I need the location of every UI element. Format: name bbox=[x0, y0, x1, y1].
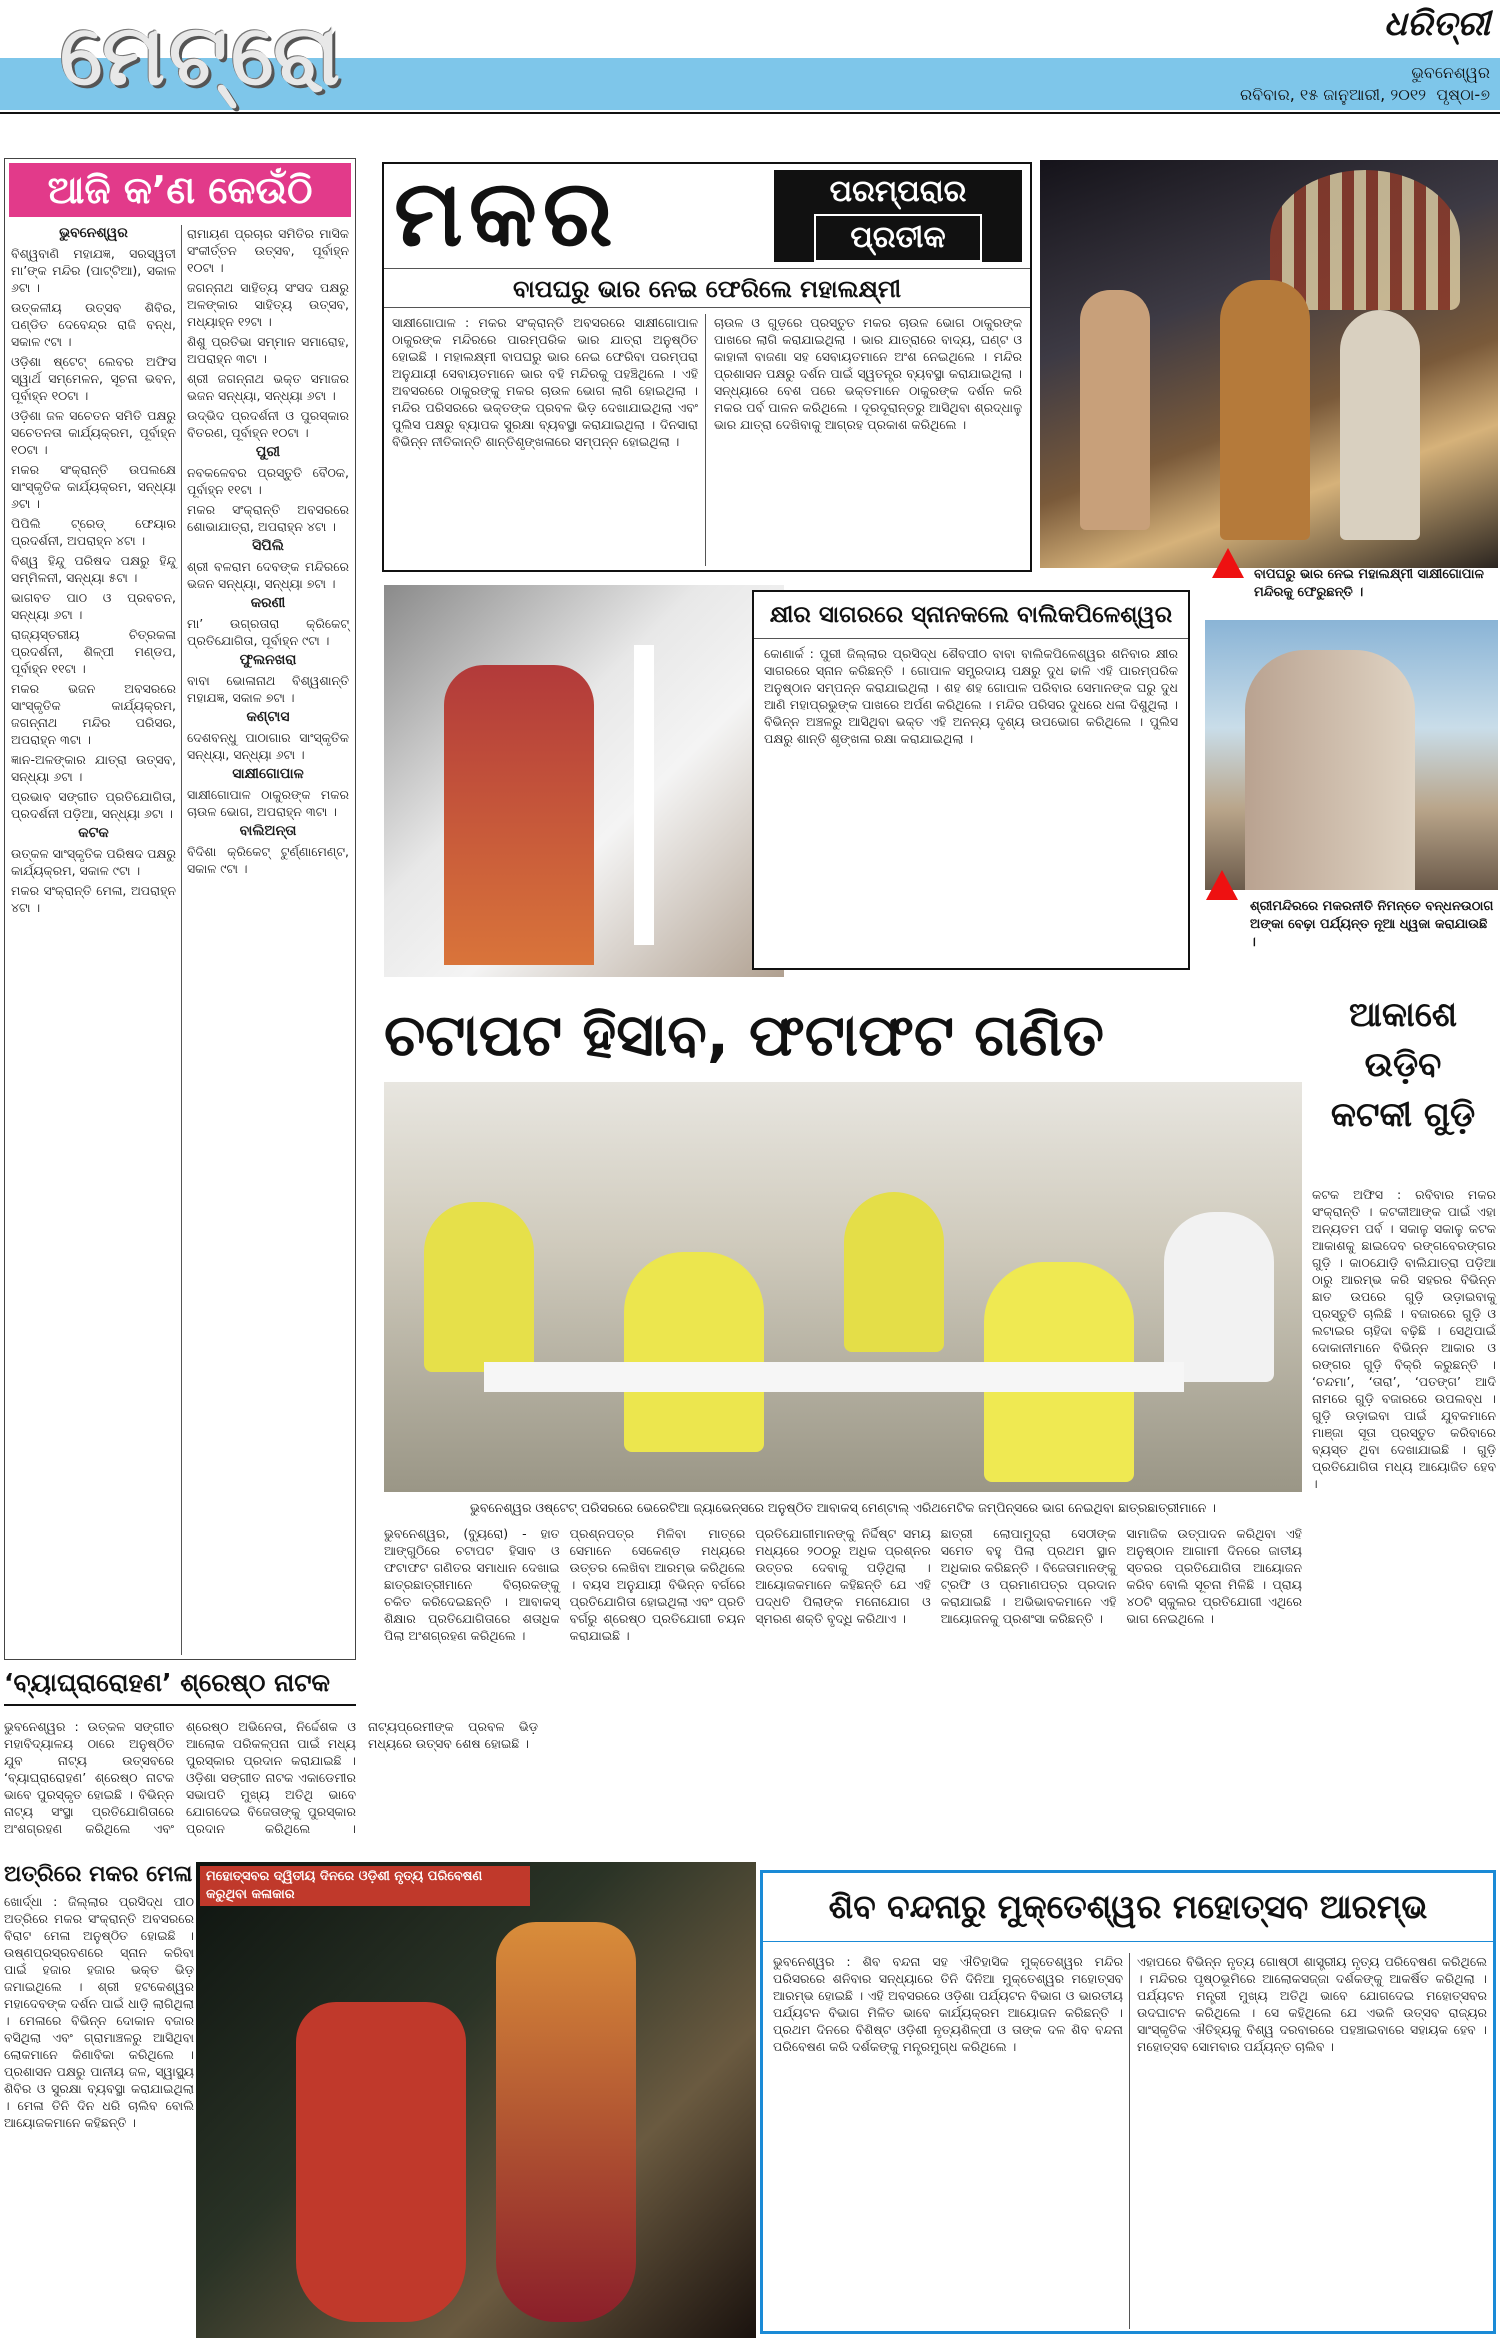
math-text-col: ଛାତ୍ରୀ ଲୋପାମୁଦ୍ରା ସେଠୀଙ୍କ ସମେତ ବହୁ ପିଲା ପ୍ରଥମ ସ୍ଥାନ ଅଧିକାର କରିଛନ୍ତି । ବିଜେତାମାନଙ୍କୁ ଟ୍ରଫି ଓ ପ୍ରମାଣପତ୍ର ପ୍ରଦାନ କରାଯାଇଛି । ଅଭିଭାବକମାନେ ଏହି ଆୟୋଜନକୁ ପ୍ରଶଂସା କରିଛନ୍ତି । bbox=[940, 1526, 1117, 1626]
kite-headline-line: ଉଡ଼ିବ bbox=[1364, 1045, 1442, 1085]
math-photo bbox=[384, 1082, 1302, 1492]
event-item: ଉତ୍କଳ ସାଂସ୍କୃତିକ ପରିଷଦ ପକ୍ଷରୁ କାର୍ଯ୍ୟକ୍ରମ, ସକାଳ ୯ଟା । bbox=[11, 846, 176, 878]
event-item: ଓଡ଼ିଶା ଷ୍ଟେଟ୍ ଲେବର ଅଫିସ ସ୍ୱାର୍ଥ ସମ୍ମେଳନ, ସୂଚନା ଭବନ, ପୂର୍ବାହ୍ନ ୧୦ଟା । bbox=[11, 354, 176, 403]
event-location: ସାକ୍ଷୀଗୋପାଳ bbox=[232, 766, 304, 782]
masthead-rule bbox=[0, 112, 1500, 114]
math-caption: ଭୁବନେଶ୍ୱର ଓଷ୍ଟେଟ୍ ପରିସରରେ ଭେରେଟିଆ ଜ୍ୟାଭେନ୍ସରେ ଅନୁଷ୍ଠିତ ଆବାକସ୍ ମେଣ୍ଟାଲ୍ ଏରିଥମେଟିକ ଜମ୍ପିନ୍‌ସରେ ଭାଗ ନେଇଥିବା ଛାତ୍ରଛାତ୍ରୀମାନେ । bbox=[470, 1500, 1216, 1515]
dateline-date: ରବିବାର, ୧୫ ଜାନୁଆରୀ, ୨୦୧୨ bbox=[1239, 85, 1427, 104]
makar-text-2: ଚାଉଳ ଓ ଗୁଡ଼ରେ ପ୍ରସ୍ତୁତ ମକର ଚାଉଳ ଭୋଗ ଠାକୁରଙ୍କ ପାଖରେ ଲାଗି କରାଯାଇଥିଲା । ଭାର ଯାତ୍ରାରେ ବାଦ୍ୟ, ଘଣ୍ଟ ଓ କାହାଳୀ ବାଜଣା ସହ ସେବାୟତମାନେ ଅଂଶ ନେଇଥିଲେ । ମନ୍ଦିର ପ୍ରଶାସନ ପକ୍ଷରୁ ଦର୍ଶନ ପାଇଁ ସ୍ୱତନ୍ତ୍ର ବ୍ୟବସ୍ଥା କରାଯାଇଥିଲା । ସନ୍ଧ୍ୟାରେ ବେଶ ପରେ ଭକ୍ତମାନେ ଠାକୁରଙ୍କ ଦର୍ଶନ କରି ମକର ପର୍ବ ପାଳନ କରିଥିଲେ । ଦୂରଦୂରାନ୍ତରୁ ଆସିଥିବା ଶ୍ରଦ୍ଧାଳୁ ଭାର ଯାତ୍ରା ଦେଖିବାକୁ ଆଗ୍ରହ ପ୍ରକାଶ କରିଥିଲେ । bbox=[714, 315, 1022, 432]
student-image bbox=[424, 1202, 534, 1372]
math-text-col: ସାମାଜିକ ଉତ୍ପାଦନ କରିଥିବା ଏହି ଅନୁଷ୍ଠାନ ଆଗାମୀ ଦିନରେ ଜାତୀୟ ସ୍ତରର ପ୍ରତିଯୋଗିତା ଆୟୋଜନ କରିବ ବୋଲି ସୂଚନା ମିଳିଛି । ପ୍ରାୟ ୪୦ଟି ସ୍କୁଲର ପ୍ରତିଯୋଗୀ ଏଥିରେ ଭାଗ ନେଇଥିଲେ । bbox=[1126, 1526, 1302, 1626]
event-item: ବାବା ଭୋଳାନାଥ ବିଶ୍ୱଶାନ୍ତି ମହାଯଜ୍ଞ, ସକାଳ ୭ଟା । bbox=[187, 673, 349, 705]
dateline bbox=[1100, 62, 1490, 108]
event-item: ମକର ସଂକ୍ରାନ୍ତି ଉପଲକ୍ଷେ ସାଂସ୍କୃତିକ କାର୍ଯ୍ୟକ୍ରମ, ସନ୍ଧ୍ୟା ୬ଟା । bbox=[11, 462, 176, 511]
mela-text: ଖୋର୍ଦ୍ଧା : ଜିଲ୍ଲାର ପ୍ରସିଦ୍ଧ ପୀଠ ଅତ୍ରିରେ ମକର ସଂକ୍ରାନ୍ତି ଅବସରରେ ବିରାଟ ମେଳା ଅନୁଷ୍ଠିତ ହୋଇଛି । ଉଷ୍ଣପ୍ରସ୍ରବଣରେ ସ୍ନାନ କରିବା ପାଇଁ ହଜାର ହଜାର ଭକ୍ତ ଭିଡ଼ ଜମାଇଥିଲେ । ଶ୍ରୀ ହଟକେଶ୍ୱର ମହାଦେବଙ୍କ ଦର୍ଶନ ପାଇଁ ଧାଡ଼ି ଲାଗିଥିଲା । ମେଳାରେ ବିଭିନ୍ନ ଦୋକାନ ବଜାର ବସିଥିଲା ଏବଂ ଗ୍ରାମାଞ୍ଚଳରୁ ଆସିଥିବା ଲୋକମାନେ କିଣାବିକା କରିଥିଲେ । ପ୍ରଶାସନ ପକ୍ଷରୁ ପାନୀୟ ଜଳ, ସ୍ୱାସ୍ଥ୍ୟ ଶିବିର ଓ ସୁରକ୍ଷା ବ୍ୟବସ୍ଥା କରାଯାଇଥିଲା । ମେଳା ତିନି ଦିନ ଧରି ଚାଲିବ ବୋଲି ଆୟୋଜକମାନେ କହିଛନ୍ତି । bbox=[4, 1894, 194, 2130]
caption-arrow-icon bbox=[1206, 870, 1238, 900]
event-item: ଜଗନ୍ନାଥ ସାହିତ୍ୟ ସଂସଦ ପକ୍ଷରୁ ଅଳଙ୍କାର ସାହିତ୍ୟ ଉତ୍ସବ, ମଧ୍ୟାହ୍ନ ୧୨ଟା । bbox=[187, 280, 349, 329]
event-item: ବିଶ୍ୱବାଣି ମହାଯଜ୍ଞ, ସରସ୍ୱତୀ ମା’ଙ୍କ ମନ୍ଦିର (ପାଟ୍ଟିଆ), ସକାଳ ୬ଟା । bbox=[11, 246, 176, 295]
student-image bbox=[624, 1252, 764, 1452]
dateline-city: ଭୁବନେଶ୍ୱର bbox=[1411, 63, 1490, 82]
kshira-caption: ଶ୍ରୀମନ୍ଦିରରେ ମକରନୀତି ନିମନ୍ତେ ବନ୍ଧନଉଠାଗ ଅଙ୍କା ବେଢ଼ା ପର୍ଯ୍ୟନ୍ତ ନୂଆ ଧ୍ୱଜା କରାଯାଉଛି । bbox=[1250, 899, 1494, 950]
event-item: ଶ୍ରୀ ବଳରାମ ଦେବଙ୍କ ମନ୍ଦିରରେ ଭଜନ ସନ୍ଧ୍ୟା, ସନ୍ଧ୍ୟା ୭ଟା । bbox=[187, 559, 349, 591]
kite-headline-line: କଟକୀ ଗୁଡ଼ି bbox=[1330, 1095, 1476, 1135]
kite-headline-line: ଆକାଶେ bbox=[1348, 995, 1458, 1035]
column-divider bbox=[1129, 1953, 1130, 2329]
event-location: କଣ୍ଟାସ bbox=[246, 709, 290, 725]
makar-tag-top: ପରମ୍ପରାର bbox=[829, 174, 967, 209]
natak-text: ଭୁବନେଶ୍ୱର : ଉତ୍କଳ ସଙ୍ଗୀତ ମହାବିଦ୍ୟାଳୟ ଠାରେ ଅନୁଷ୍ଠିତ ଯୁବ ନାଟ୍ୟ ଉତ୍ସବରେ ‘ବ୍ୟାଘ୍ରାରୋହଣ’ ଶ୍ରେଷ୍ଠ ନାଟକ ଭାବେ ପୁରସ୍କୃତ ହୋଇଛି । ବିଭିନ୍ନ ନାଟ୍ୟ ସଂସ୍ଥା ପ୍ରତିଯୋଗିତାରେ ଅଂଶଗ୍ରହଣ କରିଥିଲେ ଏବଂ ଶ୍ରେଷ୍ଠ ଅଭିନେତା, ନିର୍ଦ୍ଦେଶକ ଓ ଆଲୋକ ପରିକଳ୍ପନା ପାଇଁ ମଧ୍ୟ ପୁରସ୍କାର ପ୍ରଦାନ କରାଯାଇଛି । ଓଡ଼ିଶା ସଙ୍ଗୀତ ନାଟକ ଏକାଡେମୀର ସଭାପତି ମୁଖ୍ୟ ଅତିଥି ଭାବେ ଯୋଗଦେଇ ବିଜେତାଙ୍କୁ ପୁରସ୍କାର ପ୍ରଦାନ କରିଥିଲେ । ନାଟ୍ୟପ୍ରେମୀଙ୍କ ପ୍ରବଳ ଭିଡ଼ ମଧ୍ୟରେ ଉତ୍ସବ ଶେଷ ହୋଇଛି । bbox=[4, 1719, 538, 1836]
makar-headline: ମକର bbox=[394, 160, 619, 267]
event-item: ଭାଗବତ ପାଠ ଓ ପ୍ରବଚନ, ସନ୍ଧ୍ୟା ୬ଟା । bbox=[11, 590, 176, 622]
event-item: ମକର ସଂକ୍ରାନ୍ତି ମେଳା, ଅପରାହ୍ନ ୪ଟା । bbox=[11, 883, 176, 915]
makar-photo bbox=[1040, 160, 1498, 568]
student-image bbox=[1164, 1212, 1274, 1382]
newspaper-logo: ଧରିତ୍ରୀ bbox=[1383, 4, 1490, 44]
shiva-article bbox=[760, 1870, 1496, 2334]
makar-caption: ବାପଘରୁ ଭାର ନେଇ ମହାଲକ୍ଷ୍ମୀ ସାକ୍ଷୀଗୋପାଳ ମନ୍ଦିରକୁ ଫେରୁଛନ୍ତି । bbox=[1254, 567, 1484, 600]
person-image bbox=[1220, 280, 1310, 540]
event-item: ରାଜ୍ୟସ୍ତରୀୟ ଚିତ୍ରକଳା ପ୍ରଦର୍ଶନୀ, ଶିଳ୍ପୀ ମଣ୍ଡପ, ପୂର୍ବାହ୍ନ ୧୧ଟା । bbox=[11, 627, 176, 676]
event-item: ଶ୍ରୀ ଜଗନ୍ନାଥ ଭକ୍ତ ସମାଜର ଭଜନ ସନ୍ଧ୍ୟା, ସନ୍ଧ୍ୟା ୬ଟା । bbox=[187, 371, 349, 403]
math-headline: ଚଟାପଟ ହିସାବ, ଫଟାଫଟ ଗଣିତ bbox=[384, 1001, 1104, 1069]
column-divider bbox=[705, 314, 706, 566]
event-location: ବାଲିଅନ୍ତା bbox=[239, 823, 297, 839]
kite-text: କଟକ ଅଫିସ : ରବିବାର ମକର ସଂକ୍ରାନ୍ତି । କଟକୀଆଙ୍କ ପାଇଁ ଏହା ଅନ୍ୟତମ ପର୍ବ । ସକାଳୁ ସକାଳୁ କଟକ ଆକାଶକୁ ଛାଇଦେବ ରଙ୍ଗବେରଙ୍ଗର ଗୁଡ଼ି । କାଠଯୋଡ଼ି ବାଲିଯାତ୍ରା ପଡ଼ିଆ ଠାରୁ ଆରମ୍ଭ କରି ସହରର ବିଭିନ୍ନ ଛାତ ଉପରେ ଗୁଡ଼ି ଉଡ଼ାଇବାକୁ ପ୍ରସ୍ତୁତି ଚାଲିଛି । ବଜାରରେ ଗୁଡ଼ି ଓ ଲଟାଇର ଚାହିଦା ବଢ଼ିଛି । ସେଥିପାଇଁ ଦୋକାନୀମାନେ ବିଭିନ୍ନ ଆକାର ଓ ରଙ୍ଗର ଗୁଡ଼ି ବିକ୍ରି କରୁଛନ୍ତି । ‘ଚନ୍ଦମା’, ‘ତାରା’, ‘ପତଙ୍ଗ’ ଆଦି ନାମରେ ଗୁଡ଼ି ବଜାରରେ ଉପଲବ୍ଧ । ଗୁଡ଼ି ଉଡ଼ାଇବା ପାଇଁ ଯୁବକମାନେ ମାଞ୍ଜା ସୂତା ପ୍ରସ୍ତୁତ କରିବାରେ ବ୍ୟସ୍ତ ଥିବା ଦେଖାଯାଇଛି । ଗୁଡ଼ି ପ୍ରତିଯୋଗିତା ମଧ୍ୟ ଆୟୋଜିତ ହେବ । bbox=[1312, 1187, 1496, 1491]
event-location: ଭୁବନେଶ୍ୱର bbox=[59, 225, 128, 241]
math-text-col: ଭୁବନେଶ୍ୱର, (ବ୍ୟୁରୋ) - ହାତ ଆଙ୍ଗୁଠିରେ ଚଟାପଟ ହିସାବ ଓ ଫଟାଫଟ ଗଣିତର ସମାଧାନ ଦେଖାଇ ଛାତ୍ରଛାତ୍ରୀମାନେ ବିଚାରକଙ୍କୁ ଚକିତ କରିଦେଇଛନ୍ତି । ଆବାକସ୍ ଶିକ୍ଷାର ପ୍ରତିଯୋଗିତାରେ ଶତାଧିକ ପିଲା ଅଂଶଗ୍ରହଣ କରିଥିଲେ । bbox=[384, 1526, 560, 1643]
event-item: ମକର ସଂକ୍ରାନ୍ତି ଅବସରରେ ଶୋଭାଯାତ୍ରା, ଅପରାହ୍ନ ୪ଟା । bbox=[187, 502, 349, 534]
caption-arrow-icon bbox=[1212, 548, 1244, 578]
event-item: ମକର ଭଜନ ଅବସରରେ ସାଂସ୍କୃତିକ କାର୍ଯ୍ୟକ୍ରମ, ଜଗନ୍ନାଥ ମନ୍ଦିର ପରିସର, ଅପରାହ୍ନ ୩ଟା । bbox=[11, 681, 176, 747]
milk-stream-image bbox=[634, 645, 654, 945]
math-text bbox=[384, 1525, 1302, 1775]
events-column-1 bbox=[11, 225, 176, 1655]
shiva-text-1: ଭୁବନେଶ୍ୱର : ଶିବ ବନ୍ଦନା ସହ ଐତିହାସିକ ମୁକ୍ତେଶ୍ୱର ମନ୍ଦିର ପରିସରରେ ଶନିବାର ସନ୍ଧ୍ୟାରେ ତିନି ଦିନିଆ ମୁକ୍ତେଶ୍ୱର ମହୋତ୍ସବ ଆରମ୍ଭ ହୋଇଛି । ଏହି ଅବସରରେ ଓଡ଼ିଶା ପର୍ଯ୍ୟଟନ ବିଭାଗ ଓ ଭାରତୀୟ ପର୍ଯ୍ୟଟନ ବିଭାଗ ମିଳିତ ଭାବେ କାର୍ଯ୍ୟକ୍ରମ ଆୟୋଜନ କରିଛନ୍ତି । ପ୍ରଥମ ଦିନରେ ବିଶିଷ୍ଟ ଓଡ଼ିଶୀ ନୃତ୍ୟଶିଳ୍ପୀ ଓ ତାଙ୍କ ଦଳ ଶିବ ବନ୍ଦନା ପରିବେଷଣ କରି ଦର୍ଶକଙ୍କୁ ମନ୍ତ୍ରମୁଗ୍ଧ କରିଥିଲେ । bbox=[773, 1954, 1123, 2054]
person-image bbox=[1080, 290, 1150, 530]
event-location: ପୁରୀ bbox=[255, 444, 281, 460]
column-divider bbox=[181, 225, 182, 1655]
makar-tag-bottom: ପ୍ରତୀକ bbox=[814, 214, 982, 262]
event-item: ସାକ୍ଷୀଗୋପାଳ ଠାକୁରଙ୍କ ମକର ଚାଉଳ ଭୋଗ, ଅପରାହ୍ନ ୩ଟା । bbox=[187, 787, 349, 819]
natak-headline: ‘ବ୍ୟାଘ୍ରାରୋହଣ’ ଶ୍ରେଷ୍ଠ ନାଟକ bbox=[4, 1668, 356, 1706]
person-image bbox=[1340, 310, 1420, 540]
dance-photo bbox=[196, 1862, 756, 2338]
dance-photo-caption: ମହୋତ୍ସବର ଦ୍ୱିତୀୟ ଦିନରେ ଓଡ଼ିଶୀ ନୃତ୍ୟ ପରିବେଷଣ କରୁଥିବା କଳାକାର bbox=[200, 1866, 530, 1906]
events-column-2 bbox=[187, 225, 349, 1655]
mela-headline: ଅତ୍ରିରେ ମକର ମେଳା bbox=[4, 1862, 193, 1887]
umbrella-image bbox=[1270, 170, 1460, 310]
event-item: ଉଦ୍ଭିଦ ପ୍ରଦର୍ଶନୀ ଓ ପୁରସ୍କାର ବିତରଣ, ପୂର୍ବାହ୍ନ ୧୦ଟା । bbox=[187, 408, 349, 440]
makar-tag bbox=[774, 170, 1022, 262]
makar-subhead: ବାପଘରୁ ଭାର ନେଇ ଫେରିଲେ ମହାଲକ୍ଷ୍ମୀ bbox=[384, 268, 1030, 308]
event-item: ଦେଶବନ୍ଧୁ ପାଠାଗାର ସାଂସ୍କୃତିକ ସନ୍ଧ୍ୟା, ସନ୍ଧ୍ୟା ୬ଟା । bbox=[187, 730, 349, 762]
event-item: ପ୍ରଭାବ ସଙ୍ଗୀତ ପ୍ରତିଯୋଗିତା, ପ୍ରଦର୍ଶନୀ ପଡ଼ିଆ, ସନ୍ଧ୍ୟା ୬ଟା । bbox=[11, 789, 176, 821]
dateline-page: ପୃଷ୍ଠା-୭ bbox=[1436, 85, 1490, 104]
kshira-article bbox=[752, 590, 1190, 970]
kite-headline bbox=[1310, 990, 1496, 1180]
event-location: ସିପିଲି bbox=[252, 538, 284, 554]
kshira-text: କୋଣାର୍କ : ପୁରୀ ଜିଲ୍ଲାର ପ୍ରସିଦ୍ଧ ଶୈବପୀଠ ବାବା ବାଲିକପିଳେଶ୍ୱର ଶନିବାର କ୍ଷୀର ସାଗରରେ ସ୍ନାନ କରିଛନ୍ତି । ଗୋପାଳ ସମ୍ପ୍ରଦାୟ ପକ୍ଷରୁ ଦୁଧ ଢାଳି ଏହି ପାରମ୍ପରିକ ଅନୁଷ୍ଠାନ ସମ୍ପନ୍ନ କରାଯାଇଥିଲା । ଶହ ଶହ ଗୋପାଳ ପରିବାର ସେମାନଙ୍କ ଘରୁ ଦୁଧ ଆଣି ମହାପ୍ରଭୁଙ୍କ ପାଖରେ ଅର୍ପଣ କରିଥିଲେ । ମନ୍ଦିର ପରିସର ଦୁଧରେ ଧଳା ଦିଶୁଥିଲା । ବିଭିନ୍ନ ଅଞ୍ଚଳରୁ ଆସିଥିବା ଭକ୍ତ ଏହି ଅନନ୍ୟ ଦୃଶ୍ୟ ଉପଭୋଗ କରିଥିଲେ । ପୁଲିସ ପକ୍ଷରୁ ଶାନ୍ତି ଶୃଙ୍ଖଳା ରକ୍ଷା କରାଯାଇଥିଲା । bbox=[764, 646, 1178, 746]
dancer-image bbox=[296, 2002, 466, 2322]
event-item: ଶିଶୁ ପ୍ରତିଭା ସମ୍ମାନ ସମାରୋହ, ଅପରାହ୍ନ ୩ଟା । bbox=[187, 334, 349, 366]
events-heading: ଆଜି କ’ଣ କେଉଁଠି bbox=[9, 163, 351, 217]
event-location: ଫୁଲନଖରା bbox=[239, 652, 297, 668]
event-item: ରାମାୟଣ ପ୍ରଚାର ସମିତିର ମାସିକ ସଂକୀର୍ତ୍ତନ ଉତ୍ସବ, ପୂର୍ବାହ୍ନ ୧୦ଟା । bbox=[187, 226, 349, 275]
temple-image bbox=[1245, 650, 1415, 890]
event-item: ମା’ ଉଗ୍ରତାରା କ୍ରିକେଟ୍ ପ୍ରତିଯୋଗିତା, ପୂର୍ବାହ୍ନ ୯ଟା । bbox=[187, 616, 349, 648]
shiva-text-2: ଏହାପରେ ବିଭିନ୍ନ ନୃତ୍ୟ ଗୋଷ୍ଠୀ ଶାସ୍ତ୍ରୀୟ ନୃତ୍ୟ ପରିବେଷଣ କରିଥିଲେ । ମନ୍ଦିରର ପୃଷ୍ଠଭୂମିରେ ଆଲୋକସଜ୍ଜା ଦର୍ଶକଙ୍କୁ ଆକର୍ଷିତ କରିଥିଲା । ପର୍ଯ୍ୟଟନ ମନ୍ତ୍ରୀ ମୁଖ୍ୟ ଅତିଥି ଭାବେ ଯୋଗଦେଇ ମହୋତ୍ସବର ଉଦଘାଟନ କରିଥିଲେ । ସେ କହିଥିଲେ ଯେ ଏଭଳି ଉତ୍ସବ ରାଜ୍ୟର ସାଂସ୍କୃତିକ ଐତିହ୍ୟକୁ ବିଶ୍ୱ ଦରବାରରେ ପହଞ୍ଚାଇବାରେ ସହାୟକ ହେବ । ମହୋତ୍ସବ ସୋମବାର ପର୍ଯ୍ୟନ୍ତ ଚାଲିବ । bbox=[1137, 1954, 1487, 2054]
event-location: କରଣୀ bbox=[250, 595, 286, 611]
dancer-image bbox=[496, 1922, 636, 2322]
desk-image bbox=[484, 1362, 1184, 1392]
mela-article bbox=[4, 1862, 194, 2338]
devotee-image bbox=[444, 665, 594, 965]
kshira-headline: କ୍ଷୀର ସାଗରରେ ସ୍ନାନକଲେ ବାଲିକପିଳେଶ୍ୱର bbox=[754, 592, 1188, 639]
event-item: ଓଡ଼ିଶା ଜଳ ସଚେତନ ସମିତି ପକ୍ଷରୁ ସଚେତନତା କାର୍ଯ୍ୟକ୍ରମ, ପୂର୍ବାହ୍ନ ୧୦ଟା । bbox=[11, 408, 176, 457]
event-item: ବିଦିଶା କ୍ରିକେଟ୍ ଟୁର୍ଣ୍ଣାମେଣ୍ଟ, ସକାଳ ୯ଟା । bbox=[187, 844, 349, 876]
math-text-col: ପ୍ରତିଯୋଗୀମାନଙ୍କୁ ନିର୍ଦ୍ଦିଷ୍ଟ ସମୟ ମଧ୍ୟରେ ୨୦୦ରୁ ଅଧିକ ପ୍ରଶ୍ନର ଉତ୍ତର ଦେବାକୁ ପଡ଼ିଥିଲା । ଆୟୋଜକମାନେ କହିଛନ୍ତି ଯେ ଏହି ପଦ୍ଧତି ପିଲାଙ୍କ ମନୋଯୋଗ ଓ ସ୍ମରଣ ଶକ୍ତି ବୃଦ୍ଧି କରିଥାଏ । bbox=[755, 1526, 931, 1626]
makar-article bbox=[382, 162, 1032, 572]
student-image bbox=[844, 1192, 944, 1352]
event-item: ଉତ୍କଳୀୟ ଉତ୍ସବ ଶିବିର, ପଣ୍ଡିତ ଦେବେନ୍ଦ୍ର ରାଜି ବନ୍ଧ, ସକାଳ ୯ଟା । bbox=[11, 300, 176, 349]
page-title: ମେଟ୍ରୋ bbox=[60, 6, 344, 104]
events-box bbox=[4, 158, 356, 1660]
kshira-temple-photo bbox=[1205, 620, 1498, 890]
event-location: କଟକ bbox=[78, 825, 109, 841]
event-item: ନବକଳେବର ପ୍ରସ୍ତୁତି ବୈଠକ, ପୂର୍ବାହ୍ନ ୧୧ଟା । bbox=[187, 465, 349, 497]
kshira-photo bbox=[384, 585, 784, 977]
shiva-headline: ଶିବ ବନ୍ଦନାରୁ ମୁକ୍ତେଶ୍ୱର ମହୋତ୍ସବ ଆରମ୍ଭ bbox=[763, 1873, 1493, 1942]
math-text-col: ପ୍ରଶ୍ନପତ୍ର ମିଳିବା ମାତ୍ରେ ସେମାନେ ସେକେଣ୍ଡ ମଧ୍ୟରେ ଉତ୍ତର ଲେଖିବା ଆରମ୍ଭ କରିଥିଲେ । ବୟସ ଅନୁଯାୟୀ ବିଭିନ୍ନ ବର୍ଗରେ ପ୍ରତିଯୋଗିତା ହୋଇଥିଲା ଏବଂ ପ୍ରତି ବର୍ଗରୁ ଶ୍ରେଷ୍ଠ ପ୍ରତିଯୋଗୀ ଚୟନ କରାଯାଇଛି । bbox=[569, 1526, 746, 1643]
event-item: ଜ୍ଞାନ-ଅଳଙ୍କାର ଯାତ୍ରା ଉତ୍ସବ, ସନ୍ଧ୍ୟା ୬ଟା । bbox=[11, 752, 176, 784]
event-item: ବିଶ୍ୱ ହିନ୍ଦୁ ପରିଷଦ ପକ୍ଷରୁ ହିନ୍ଦୁ ସମ୍ମିଳନୀ, ସନ୍ଧ୍ୟା ୫ଟା । bbox=[11, 553, 176, 585]
makar-text-1: ସାକ୍ଷୀଗୋପାଳ : ମକର ସଂକ୍ରାନ୍ତି ଅବସରରେ ସାକ୍ଷୀଗୋପାଳ ଠାକୁରଙ୍କ ମନ୍ଦିରରେ ପାରମ୍ପରିକ ଭାର ଯାତ୍ରା ଅନୁଷ୍ଠିତ ହୋଇଛି । ମହାଲକ୍ଷ୍ମୀ ବାପଘରୁ ଭାର ନେଇ ଫେରିବା ପରମ୍ପରା ଅନୁଯାୟୀ ସେବାୟତମାନେ ଭାର ବହି ମନ୍ଦିରକୁ ପହଞ୍ଚିଥିଲେ । ଏହି ଅବସରରେ ଠାକୁରଙ୍କୁ ମକର ଚାଉଳ ଭୋଗ ଲାଗି ହୋଇଥିଲା । ମନ୍ଦିର ପରିସରରେ ଭକ୍ତଙ୍କ ପ୍ରବଳ ଭିଡ଼ ଦେଖାଯାଇଥିଲା ଏବଂ ପୁଲିସ ପକ୍ଷରୁ ବ୍ୟାପକ ସୁରକ୍ଷା ବ୍ୟବସ୍ଥା କରାଯାଇଥିଲା । ଦିନସାରା ବିଭିନ୍ନ ନୀତିକାନ୍ତି ଶାନ୍ତିଶୃଙ୍ଖଳାରେ ସମ୍ପନ୍ନ ହୋଇଥିଲା । bbox=[392, 315, 698, 449]
event-item: ପିପିଲି ଟ୍ରେଡ୍ ଫେୟାର ପ୍ରଦର୍ଶନୀ, ଅପରାହ୍ନ ୪ଟା । bbox=[11, 516, 176, 548]
